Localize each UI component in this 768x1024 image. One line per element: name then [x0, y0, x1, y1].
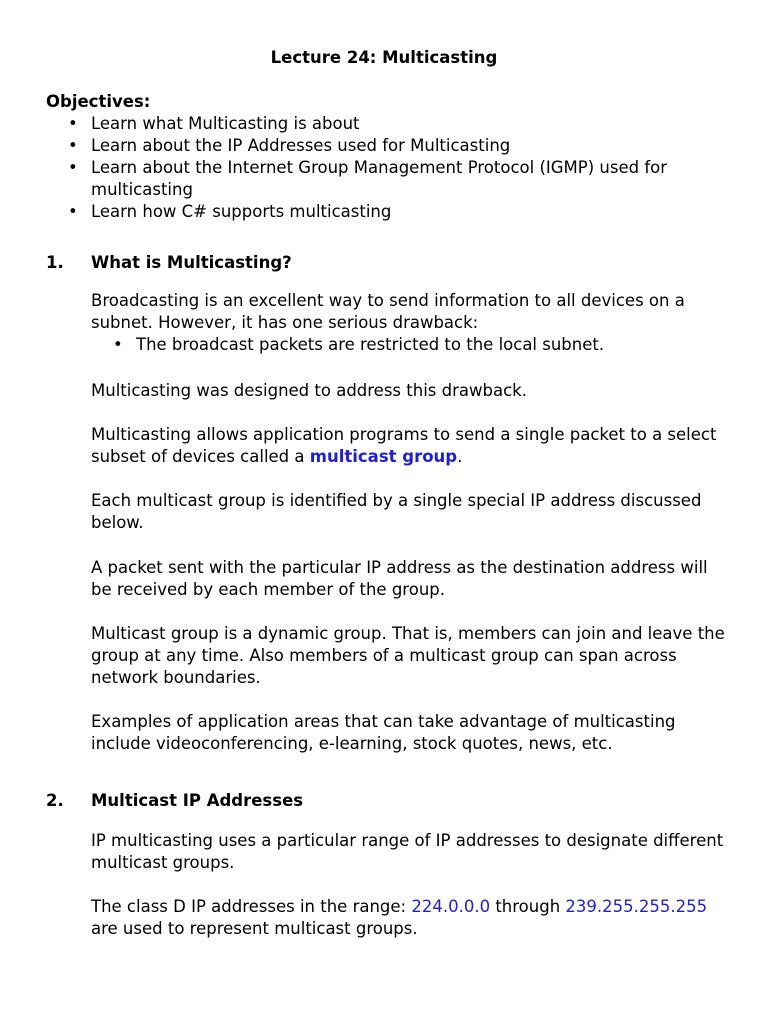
- objective-item: [46, 135, 736, 157]
- section-heading: [46, 252, 736, 274]
- section-2-paragraph-1: IP multicasting uses a particular range of IP addresses to designate different multicast groups.: [91, 831, 724, 872]
- paragraph-text: The class D IP addresses in the range:: [91, 897, 412, 916]
- bullet-icon: •: [68, 136, 78, 155]
- objective-item: [46, 201, 736, 223]
- section-title: What is Multicasting?: [91, 253, 292, 272]
- section-1-paragraph-1: [91, 290, 731, 356]
- objective-text: Learn about the Internet Group Management Protocol (IGMP) used for multicasting: [91, 158, 668, 199]
- bullet-icon: •: [68, 114, 78, 133]
- section-heading: [46, 790, 736, 812]
- page-title: Lecture 24: Multicasting: [270, 48, 498, 67]
- section-1-paragraph-7: Examples of application areas that can take advantage of multicasting include videoconferencing, e-learning, stock quotes, news, etc.: [91, 712, 676, 753]
- bullet-icon: •: [113, 335, 123, 354]
- paragraph-text: Broadcasting is an excellent way to send information to all devices on a subnet. However, it has one serious drawback:: [91, 291, 685, 332]
- paragraph-text: through: [490, 897, 566, 916]
- section-title: Multicast IP Addresses: [91, 791, 304, 810]
- drawback-list: [91, 334, 731, 356]
- paragraph-text: .: [457, 447, 463, 466]
- paragraph-text: Multicasting allows application programs to send a single packet to a select subset of devices called a: [91, 425, 717, 466]
- objective-item: [46, 113, 736, 135]
- section-number: 1.: [46, 253, 64, 272]
- section-2-paragraph-2: [91, 896, 731, 940]
- ip-range-end: 239.255.255.255: [565, 897, 708, 916]
- drawback-text: The broadcast packets are restricted to the local subnet.: [136, 335, 605, 354]
- paragraph-text: are used to represent multicast groups.: [91, 919, 418, 938]
- objectives-heading: Objectives:: [46, 92, 151, 111]
- section-1-paragraph-5: A packet sent with the particular IP address as the destination address will be received by each member of the group.: [91, 558, 708, 599]
- section-1-paragraph-2: Multicasting was designed to address this drawback.: [91, 381, 527, 400]
- section-1-paragraph-4: Each multicast group is identified by a single special IP address discussed below.: [91, 491, 702, 532]
- ip-range-start: 224.0.0.0: [411, 897, 491, 916]
- section-1-paragraph-3: [91, 424, 731, 468]
- bullet-icon: •: [68, 158, 78, 177]
- section-number: 2.: [46, 791, 64, 810]
- objectives-list: [46, 113, 736, 223]
- drawback-item: [91, 334, 731, 356]
- section-1-heading: [46, 252, 736, 274]
- objectives-block: [46, 91, 736, 223]
- section-2-heading: [46, 790, 736, 812]
- bullet-icon: •: [68, 202, 78, 221]
- objective-text: Learn how C# supports multicasting: [91, 202, 392, 221]
- section-1-paragraph-6: Multicast group is a dynamic group. That is, members can join and leave the group at any time. Also members of a multicast group can span across network boundaries.: [91, 624, 725, 687]
- objective-item: [46, 157, 736, 201]
- objective-text: Learn what Multicasting is about: [91, 114, 360, 133]
- objective-text: Learn about the IP Addresses used for Multicasting: [91, 136, 511, 155]
- term-multicast-group: multicast group: [309, 447, 458, 466]
